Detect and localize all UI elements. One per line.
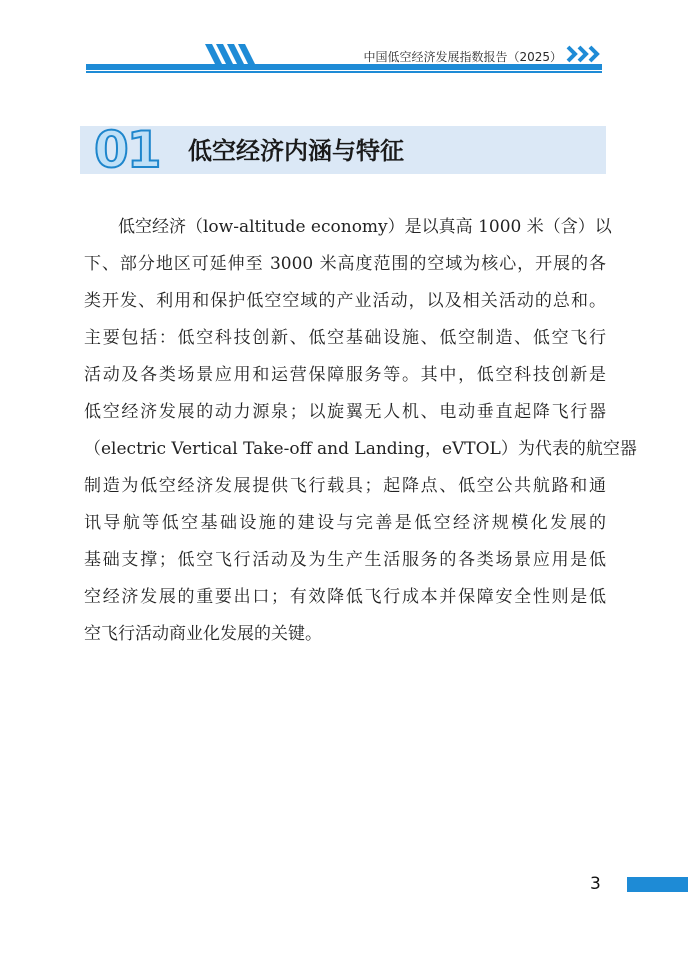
paragraph-line: 讯导航等低空基础设施的建设与完善是低空经济规模化发展的 (84, 513, 606, 533)
paragraph-line: 制造为低空经济发展提供飞行载具；起降点、低空公共航路和通 (84, 476, 606, 496)
header-rule (86, 64, 602, 70)
paragraph-line: 活动及各类场景应用和运营保障服务等。其中，低空科技创新是 (84, 365, 606, 385)
section-title: 低空经济内涵与特征 (188, 137, 404, 165)
paragraph-line: （electric Vertical Take-off and Landing，eVTOL）为代表的航空器 (84, 439, 637, 459)
paragraph-line: 低空经济发展的动力源泉；以旋翼无人机、电动垂直起降飞行器 (84, 402, 606, 422)
paragraph-line: 下、部分地区可延伸至 3000 米高度范围的空域为核心，开展的各 (84, 254, 606, 274)
report-title: 中国低空经济发展指数报告（2025） (363, 50, 562, 64)
triple-chevron-right-icon (566, 44, 602, 64)
slash-stripes-icon (205, 44, 257, 66)
paragraph-line: 低空经济（low-altitude economy）是以真高 1000 米（含）以 (118, 217, 612, 237)
paragraph-line: 空飞行活动商业化发展的关键。 (84, 624, 322, 644)
body-paragraph (84, 209, 637, 653)
paragraph-line: 主要包括：低空科技创新、低空基础设施、低空制造、低空飞行 (84, 328, 606, 348)
page-number: 3 (590, 874, 601, 894)
paragraph-line: 基础支撑；低空飞行活动及为生产生活服务的各类场景应用是低 (84, 550, 606, 570)
paragraph-line: 类开发、利用和保护低空空域的产业活动，以及相关活动的总和。 (84, 291, 606, 311)
section-number: 01 (94, 121, 160, 179)
paragraph-line: 空经济发展的重要出口；有效降低飞行成本并保障安全性则是低 (84, 587, 606, 607)
footer-accent-bar (627, 877, 688, 892)
